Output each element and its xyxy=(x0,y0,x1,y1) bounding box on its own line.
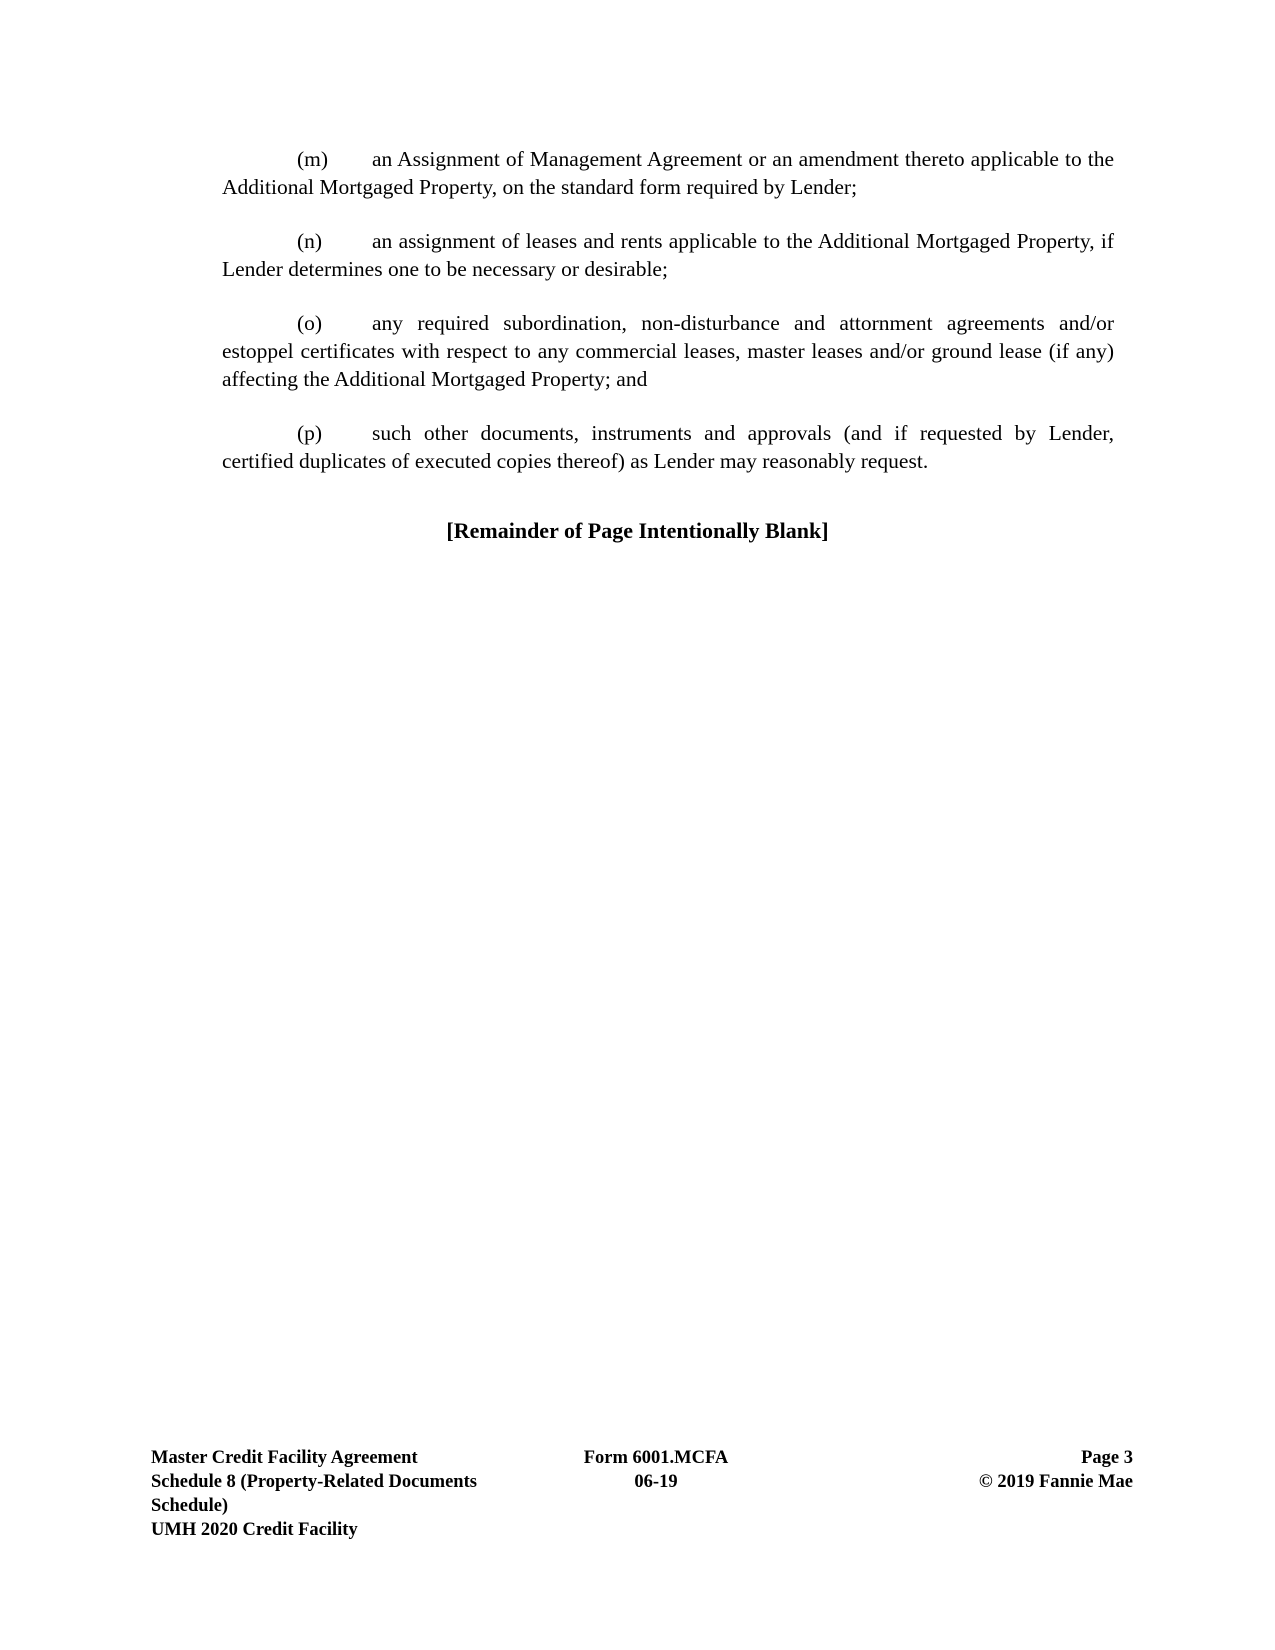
footer-schedule-line-cont: Schedule) xyxy=(151,1496,229,1516)
remainder-blank-note: [Remainder of Page Intentionally Blank] xyxy=(446,518,829,543)
footer-schedule-line: Schedule 8 (Property-Related Documents xyxy=(151,1472,477,1492)
list-item-label: (p) xyxy=(297,421,323,445)
list-item-text: such other documents, instruments and approvals (and if requested by Lender, certified duplicates of executed copies thereof) as Lender may reasonably request. xyxy=(222,421,1114,473)
footer-form-date: 06-19 xyxy=(634,1472,678,1492)
list-item-text: an Assignment of Management Agreement or an amendment thereto applicable to the Additional Mortgaged Property, on the standard form required by Lender; xyxy=(222,147,1114,199)
footer-facility-line: UMH 2020 Credit Facility xyxy=(151,1520,358,1540)
list-item-label: (n) xyxy=(297,229,323,253)
list-item-m xyxy=(222,145,1114,201)
list-item-n xyxy=(222,227,1114,283)
footer-form-number: Form 6001.MCFA xyxy=(583,1448,729,1468)
footer-title-line: Master Credit Facility Agreement xyxy=(151,1448,418,1468)
footer-page-info xyxy=(833,1446,1133,1494)
list-item-text: any required subordination, non-disturbance and attornment agreements and/or estoppel certificates with respect to any commercial leases, master leases and/or ground lease (if any) affecting the Additional Mortgaged Property; and xyxy=(222,311,1114,391)
list-item-label: (m) xyxy=(297,147,329,171)
footer-document-title xyxy=(151,1446,531,1542)
list-item-label: (o) xyxy=(297,311,323,335)
list-item-text: an assignment of leases and rents applicable to the Additional Mortgaged Property, if Lender determines one to be necessary or desirable; xyxy=(222,229,1114,281)
copyright-notice: © 2019 Fannie Mae xyxy=(978,1472,1133,1492)
list-item-p xyxy=(222,419,1114,475)
page-number: Page 3 xyxy=(1081,1448,1133,1468)
list-item-o xyxy=(222,309,1114,393)
document-body xyxy=(222,145,1114,501)
footer-form-info xyxy=(551,1446,761,1494)
